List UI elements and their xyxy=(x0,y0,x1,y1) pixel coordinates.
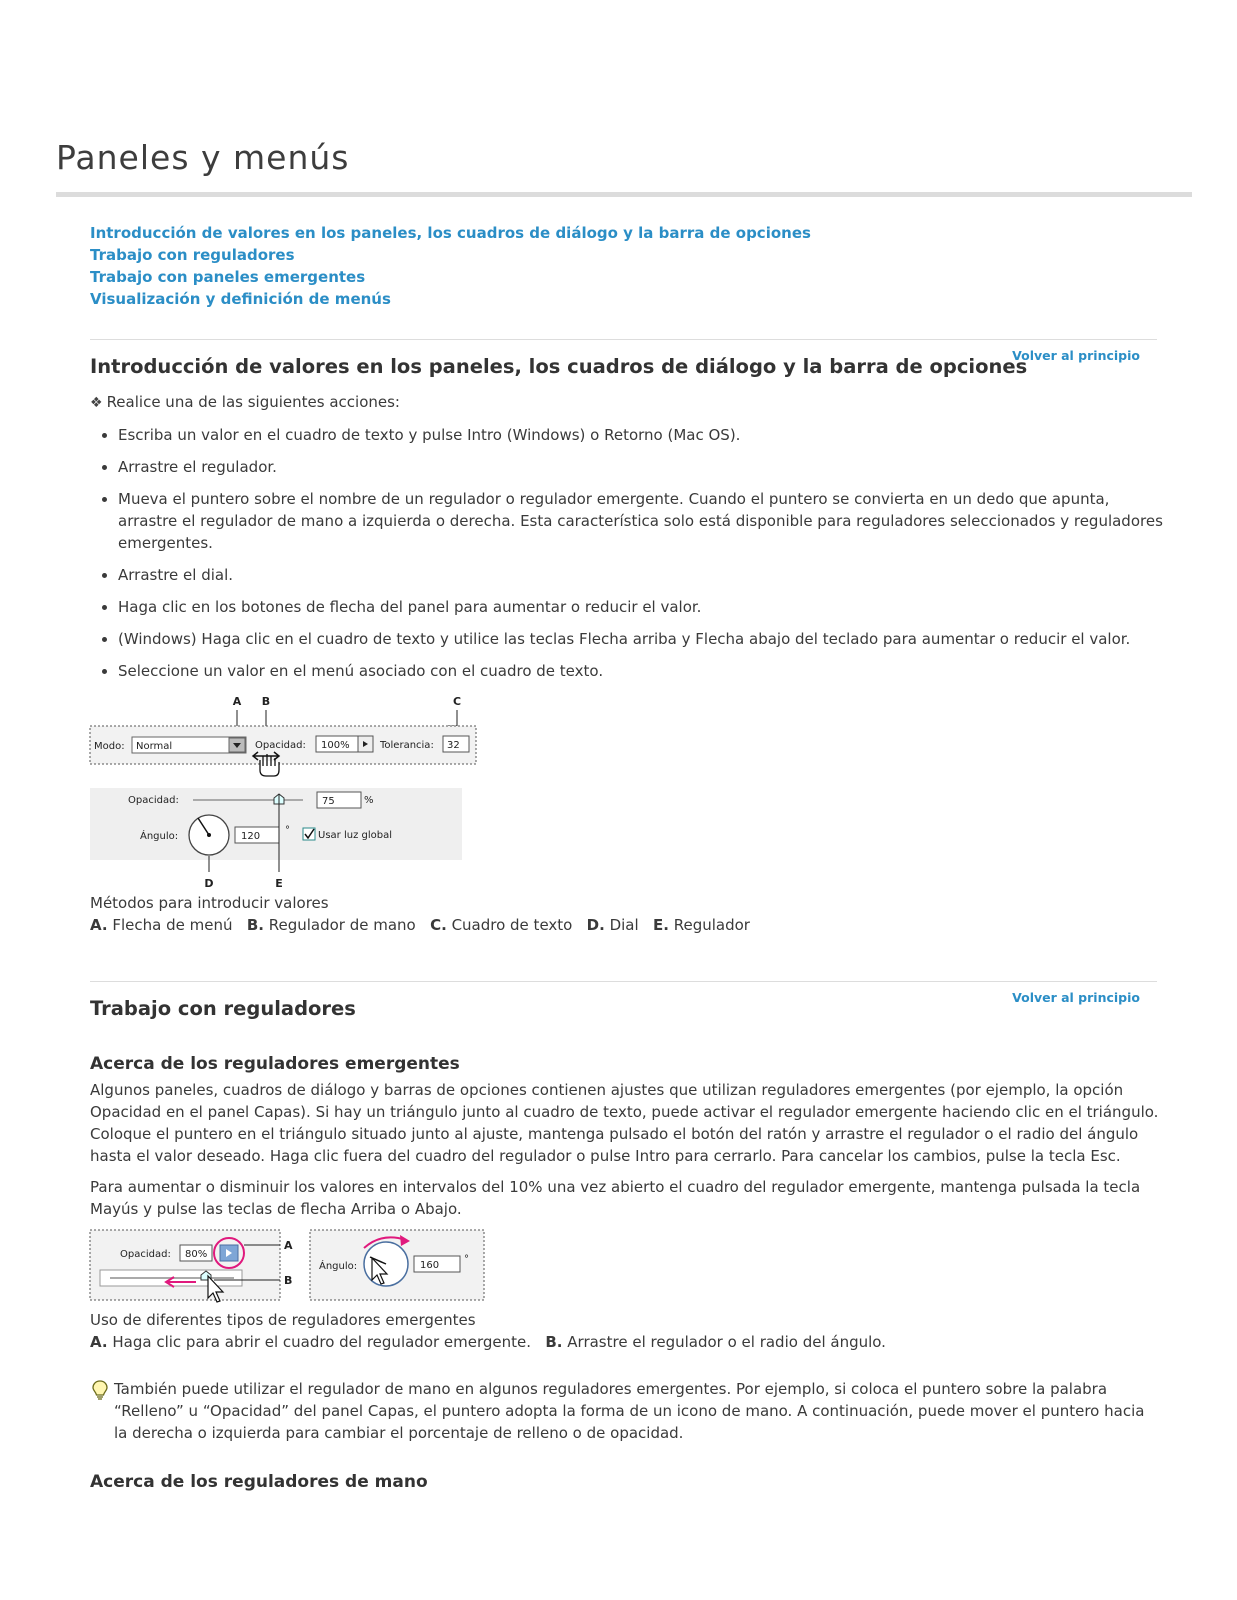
toc-link-valores[interactable]: Introducción de valores en los paneles, los cuadros de diálogo y la barra de opciones xyxy=(90,224,811,242)
popup-angle-label: Ángulo: xyxy=(319,1261,358,1272)
opacity-label: Opacidad: xyxy=(255,740,306,751)
angle-label: Ángulo: xyxy=(140,831,179,842)
caption-legend xyxy=(90,1331,886,1353)
section-heading-reguladores: Trabajo con reguladores xyxy=(90,997,356,1020)
caption-letter: B. xyxy=(246,916,264,934)
caption-letter: E. xyxy=(652,916,669,934)
list-item: • (Windows) Haga clic en el cuadro de texto y utilice las teclas Flecha arriba y Flecha abajo del teclado para aumentar o reducir el valor. xyxy=(118,628,1173,650)
back-to-top-link[interactable]: Volver al principio xyxy=(1012,990,1140,1005)
paragraph: Algunos paneles, cuadros de diálogo y barras de opciones contienen ajustes que utilizan reguladores emergentes (por ejemplo, la opción Opacidad en el panel Capas). Si hay un triángulo junto al cuadro de texto, puede activar el regulador emergente haciendo clic en el triángulo. Coloque el puntero en el triángulo situado junto al ajuste, mantenga pulsado el botón del ratón y arrastre el regulador o el radio del ángulo hasta el valor deseado. Haga clic fuera del cuadro del regulador o pulse Intro para cerrarlo. Para cancelar los cambios, pulse la tecla Esc. xyxy=(90,1081,1159,1165)
figure-popup-sliders xyxy=(88,1226,488,1306)
section-divider xyxy=(90,339,1157,340)
popup-opacity-label: Opacidad: xyxy=(120,1249,171,1260)
caption-text: Regulador xyxy=(673,916,750,934)
figure-input-methods xyxy=(88,690,488,892)
caption-title: Métodos para introducir valores xyxy=(90,894,329,912)
global-light-label: Usar luz global xyxy=(318,830,392,841)
callout-d: D xyxy=(204,877,214,890)
toc-link-menus[interactable]: Visualización y definición de menús xyxy=(90,290,391,308)
table-of-contents xyxy=(90,222,811,310)
action-list xyxy=(90,424,1173,692)
back-to-top-link[interactable]: Volver al principio xyxy=(1012,348,1140,363)
list-item: • Haga clic en los botones de flecha del panel para aumentar o reducir el valor. xyxy=(118,596,1173,618)
page-title: Paneles y menús xyxy=(56,138,350,177)
caption-text: Regulador de mano xyxy=(268,916,416,934)
opacity-value: 100% xyxy=(321,740,350,751)
degree-sign: ° xyxy=(285,825,290,836)
callout-a: A xyxy=(284,1239,293,1252)
angle-dial-center xyxy=(207,833,211,837)
popup-opacity-value: 80% xyxy=(185,1249,208,1260)
caption-letter: A. xyxy=(90,916,108,934)
list-item: • Mueva el puntero sobre el nombre de un regulador o regulador emergente. Cuando el puntero se convierta en un dedo que apunta, arrastre el regulador de mano a izquierda o derecha. Esta característica solo está disponible para reguladores seleccionados y reguladores emergentes. xyxy=(118,488,1173,554)
paragraph: Para aumentar o disminuir los valores en intervalos del 10% una vez abierto el cuadro del regulador emergente, mantenga pulsada la tecla Mayús y pulse las teclas de flecha Arriba o Abajo. xyxy=(90,1178,1141,1218)
angle-value: 120 xyxy=(241,831,261,842)
tolerance-label: Tolerancia: xyxy=(380,740,434,751)
caption-letter: B. xyxy=(545,1333,563,1351)
caption-legend xyxy=(90,914,750,936)
popup-angle-value: 160 xyxy=(420,1260,440,1271)
toc-link-paneles-emergentes[interactable]: Trabajo con paneles emergentes xyxy=(90,268,366,286)
tip-note xyxy=(90,1378,1160,1444)
lightbulb-icon xyxy=(90,1379,110,1401)
section-heading-valores: Introducción de valores en los paneles, los cuadros de diálogo y la barra de opciones xyxy=(90,355,1028,378)
toc-link-reguladores[interactable]: Trabajo con reguladores xyxy=(90,246,295,264)
caption-letter: A. xyxy=(90,1333,108,1351)
step-diamond-icon: ❖ xyxy=(90,395,103,411)
callout-b: B xyxy=(261,695,271,708)
subheading-reguladores-mano: Acerca de los reguladores de mano xyxy=(90,1472,428,1492)
title-divider xyxy=(56,192,1192,197)
section-divider xyxy=(90,981,1157,982)
mode-value: Normal xyxy=(136,741,173,752)
callout-a: A xyxy=(232,695,242,708)
popup-slider-panel xyxy=(90,1230,280,1300)
slider-value: 75 xyxy=(322,796,335,807)
caption-letter: C. xyxy=(430,916,447,934)
subheading-reguladores-emergentes: Acerca de los reguladores emergentes xyxy=(90,1054,460,1074)
caption-text: Haga clic para abrir el cuadro del regulador emergente. xyxy=(112,1333,532,1351)
list-item: • Escriba un valor en el cuadro de texto y pulse Intro (Windows) o Retorno (Mac OS). xyxy=(118,424,1173,446)
step-intro xyxy=(90,393,400,411)
caption-title: Uso de diferentes tipos de reguladores emergentes xyxy=(90,1311,476,1329)
caption-text: Flecha de menú xyxy=(112,916,233,934)
caption-letter: D. xyxy=(586,916,605,934)
caption-text: Cuadro de texto xyxy=(451,916,573,934)
callout-c: C xyxy=(452,695,462,708)
tolerance-value: 32 xyxy=(447,740,460,751)
popup-degree-sign: ° xyxy=(464,1254,469,1265)
callout-e: E xyxy=(275,877,283,890)
slider-label: Opacidad: xyxy=(128,795,179,806)
list-item: • Seleccione un valor en el menú asociado con el cuadro de texto. xyxy=(118,660,1173,682)
callout-b: B xyxy=(284,1274,293,1287)
caption-text: Arrastre el regulador o el radio del ángulo. xyxy=(567,1333,886,1351)
figure-caption xyxy=(90,1309,886,1353)
list-item: • Arrastre el regulador. xyxy=(118,456,1173,478)
percent-sign: % xyxy=(364,795,374,806)
figure-caption xyxy=(90,892,750,936)
step-intro-text: Realice una de las siguientes acciones: xyxy=(106,393,400,411)
list-item: • Arrastre el dial. xyxy=(118,564,1173,586)
tip-text: También puede utilizar el regulador de mano en algunos reguladores emergentes. Por ejemplo, si coloca el puntero sobre la palabra “Relleno” u “Opacidad” del panel Capas, el puntero adopta la forma de un icono de mano. A continuación, puede mover el puntero hacia la derecha o izquierda para cambiar el porcentaje de relleno o de opacidad. xyxy=(114,1380,1145,1442)
caption-text: Dial xyxy=(609,916,639,934)
mode-label: Modo: xyxy=(94,741,125,752)
